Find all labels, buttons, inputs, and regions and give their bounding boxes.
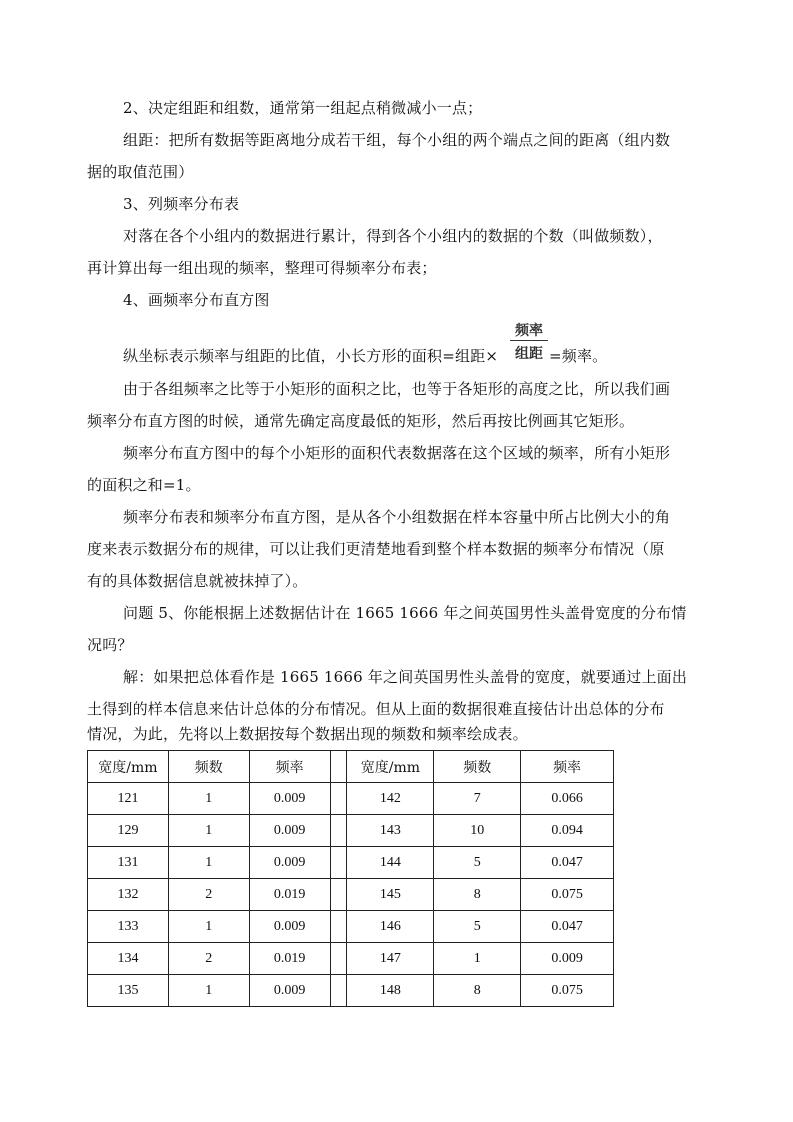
table-row bbox=[88, 879, 614, 911]
table-cell: 1 bbox=[168, 815, 249, 847]
purpose-paragraph-line3: 有的具体数据信息就被抹掉了）。 bbox=[87, 572, 308, 590]
tally-paragraph-line2: 再计算出每一组出现的频率，整理可得频率分布表； bbox=[87, 259, 437, 277]
solution-line1: 解：如果把总体看作是 1665 1666 年之间英国男性头盖骨的宽度，就要通过上面出 bbox=[123, 668, 688, 686]
tally-paragraph-line1: 对落在各个小组内的数据进行累计，得到各个小组内的数据的个数（叫做频数）， bbox=[123, 227, 663, 245]
table-cell: 0.009 bbox=[249, 911, 330, 943]
group-distance-definition-line1: 组距：把所有数据等距离地分成若干组，每个小组的两个端点之间的距离（组内数 bbox=[123, 131, 671, 149]
table-cell: 10 bbox=[434, 815, 521, 847]
table-gap-cell bbox=[330, 911, 347, 943]
step-4-heading: 4、画频率分布直方图 bbox=[123, 291, 270, 309]
table-cell: 146 bbox=[347, 911, 434, 943]
table-cell: 8 bbox=[434, 975, 521, 1007]
table-cell: 0.009 bbox=[249, 783, 330, 815]
table-cell: 0.075 bbox=[521, 879, 614, 911]
table-cell: 0.019 bbox=[249, 879, 330, 911]
question-5-line1: 问题 5、你能根据上述数据估计在 1665 1666 年之间英国男性头盖骨宽度的分布情 bbox=[123, 604, 687, 622]
table-cell: 0.009 bbox=[249, 847, 330, 879]
table-cell: 132 bbox=[88, 879, 169, 911]
area-paragraph-line1: 频率分布直方图中的每个小矩形的面积代表数据落在这个区域的频率，所有小矩形 bbox=[123, 444, 671, 462]
table-cell: 147 bbox=[347, 943, 434, 975]
ratio-paragraph-line2: 频率分布直方图的时候，通常先确定高度最低的矩形，然后再按比例画其它矩形。 bbox=[87, 412, 635, 430]
table-gap-cell bbox=[330, 751, 347, 783]
table-header-row bbox=[88, 751, 614, 783]
header-count-right: 频数 bbox=[434, 751, 521, 783]
ordinate-paragraph-after: =频率。 bbox=[549, 347, 608, 365]
table-cell: 0.066 bbox=[521, 783, 614, 815]
table-cell: 7 bbox=[434, 783, 521, 815]
table-gap-cell bbox=[330, 815, 347, 847]
table-row bbox=[88, 975, 614, 1007]
table-cell: 2 bbox=[168, 879, 249, 911]
ratio-paragraph-line1: 由于各组频率之比等于小矩形的面积之比，也等于各矩形的高度之比，所以我们画 bbox=[123, 380, 671, 398]
table-gap-cell bbox=[330, 783, 347, 815]
fraction-bar bbox=[510, 340, 548, 341]
table-cell: 0.009 bbox=[249, 975, 330, 1007]
frequency-table bbox=[87, 750, 614, 1007]
table-cell: 5 bbox=[434, 847, 521, 879]
header-width-left: 宽度/mm bbox=[88, 751, 169, 783]
solution-line3: 情况，为此，先将以上数据按每个数据出现的频数和频率绘成表。 bbox=[87, 725, 528, 743]
step-3-heading: 3、列频率分布表 bbox=[123, 195, 240, 213]
table-row bbox=[88, 783, 614, 815]
ordinate-paragraph-before: 纵坐标表示频率与组距的比值，小长方形的面积=组距× bbox=[123, 347, 499, 365]
group-distance-definition-line2: 据的取值范围） bbox=[87, 163, 194, 181]
table-cell: 148 bbox=[347, 975, 434, 1007]
table-gap-cell bbox=[330, 879, 347, 911]
header-count-left: 频数 bbox=[168, 751, 249, 783]
table-cell: 2 bbox=[168, 943, 249, 975]
table-cell: 1 bbox=[434, 943, 521, 975]
table-cell: 5 bbox=[434, 911, 521, 943]
table-cell: 131 bbox=[88, 847, 169, 879]
table-cell: 133 bbox=[88, 911, 169, 943]
table-cell: 135 bbox=[88, 975, 169, 1007]
table-cell: 0.019 bbox=[249, 943, 330, 975]
table-cell: 8 bbox=[434, 879, 521, 911]
table-cell: 144 bbox=[347, 847, 434, 879]
header-frequency-left: 频率 bbox=[249, 751, 330, 783]
step-2-heading: 2、决定组距和组数，通常第一组起点稍微减小一点； bbox=[123, 99, 483, 117]
table-cell: 134 bbox=[88, 943, 169, 975]
fraction-denominator: 组距 bbox=[515, 346, 543, 362]
table-cell: 145 bbox=[347, 879, 434, 911]
table-row bbox=[88, 815, 614, 847]
solution-line2: 土得到的样本信息来估计总体的分布情况。但从上面的数据很难直接估计出总体的分布 bbox=[87, 700, 665, 718]
table-row bbox=[88, 847, 614, 879]
table-cell: 142 bbox=[347, 783, 434, 815]
table-cell: 0.075 bbox=[521, 975, 614, 1007]
question-5-line2: 况吗？ bbox=[87, 636, 133, 654]
table-cell: 0.009 bbox=[521, 943, 614, 975]
table-gap-cell bbox=[330, 975, 347, 1007]
table-cell: 0.047 bbox=[521, 847, 614, 879]
table-gap-cell bbox=[330, 943, 347, 975]
table-row bbox=[88, 911, 614, 943]
fraction-numerator: 频率 bbox=[515, 323, 543, 339]
purpose-paragraph-line2: 度来表示数据分布的规律，可以让我们更清楚地看到整个样本数据的频率分布情况（原 bbox=[87, 540, 665, 558]
table-cell: 0.009 bbox=[249, 815, 330, 847]
table-cell: 1 bbox=[168, 975, 249, 1007]
table-cell: 143 bbox=[347, 815, 434, 847]
table-cell: 129 bbox=[88, 815, 169, 847]
table-cell: 1 bbox=[168, 847, 249, 879]
table-cell: 121 bbox=[88, 783, 169, 815]
table-gap-cell bbox=[330, 847, 347, 879]
area-paragraph-line2: 的面积之和=1。 bbox=[87, 476, 201, 494]
table-cell: 1 bbox=[168, 911, 249, 943]
table-cell: 0.047 bbox=[521, 911, 614, 943]
header-width-right: 宽度/mm bbox=[347, 751, 434, 783]
purpose-paragraph-line1: 频率分布表和频率分布直方图，是从各个小组数据在样本容量中所占比例大小的角 bbox=[123, 508, 671, 526]
table-row bbox=[88, 943, 614, 975]
header-frequency-right: 频率 bbox=[521, 751, 614, 783]
table-cell: 0.094 bbox=[521, 815, 614, 847]
table-cell: 1 bbox=[168, 783, 249, 815]
